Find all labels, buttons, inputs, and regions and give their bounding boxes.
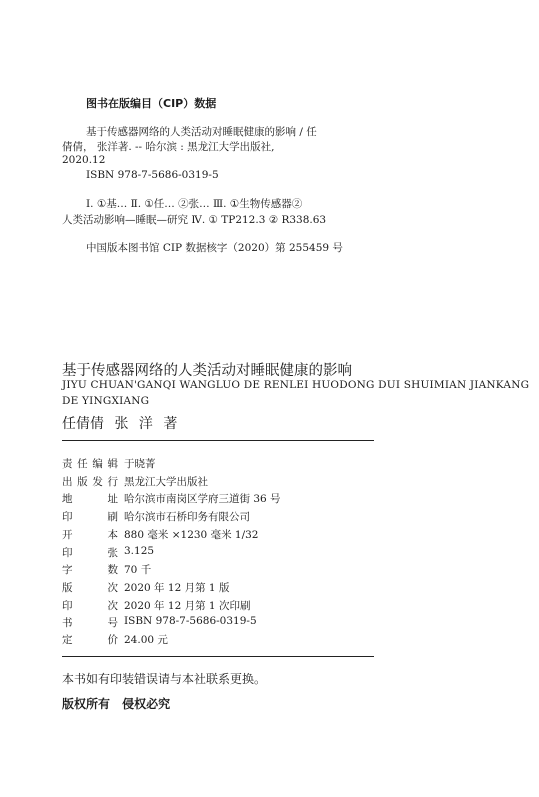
info-value: 黑龙江大学出版社: [124, 476, 208, 488]
cip-subject-line-2: 人类活动影响—睡眠—研究 Ⅳ. ① TP212.3 ② R338.63: [62, 214, 327, 226]
copyright-notice: 版权所有 侵权必究: [62, 697, 171, 711]
info-value: 2020 年 12 月第 1 版: [124, 582, 230, 594]
info-value: 70 千: [124, 564, 152, 576]
book-title-pinyin-2: DE YINGXIANG: [62, 395, 150, 407]
misprint-notice: 本书如有印装错误请与本社联系更换。: [62, 672, 267, 686]
info-label: 书 号: [62, 617, 118, 629]
cip-date-line: 2020.12: [62, 154, 106, 166]
info-value: 24.00 元: [124, 634, 168, 646]
info-label: 出 版 发 行: [62, 476, 118, 488]
cip-isbn-line: ISBN 978-7-5686-0319-5: [86, 169, 219, 181]
info-value: 哈尔滨市石桥印务有限公司: [124, 511, 250, 523]
info-value: 880 毫米 ×1230 毫米 1/32: [124, 529, 259, 541]
info-value: ISBN 978-7-5686-0319-5: [124, 615, 257, 627]
info-label: 责 任 编 辑: [62, 458, 118, 470]
divider-top: [62, 440, 374, 441]
book-title-pinyin: JIYU CHUAN'GANQI WANGLUO DE RENLEI HUODONG DUI SHUIMIAN JIANKANG: [62, 379, 530, 391]
info-label: 印 张: [62, 547, 118, 559]
cip-heading: 图书在版编目（CIP）数据: [86, 97, 217, 110]
info-value: 2020 年 12 月第 1 次印刷: [124, 600, 251, 612]
info-label: 开 本: [62, 529, 118, 541]
info-value: 于晓菁: [124, 458, 156, 470]
book-authors: 任倩倩 张 洋 著: [62, 416, 178, 432]
cip-subject-line: Ⅰ. ①基… Ⅱ. ①任… ②张… Ⅲ. ①生物传感器②: [86, 198, 303, 210]
cip-title-line: 基于传感器网络的人类活动对睡眠健康的影响 / 任: [86, 126, 317, 138]
info-value: 3.125: [124, 545, 155, 557]
info-label: 印 次: [62, 600, 118, 612]
book-title: 基于传感器网络的人类活动对睡眠健康的影响: [62, 363, 352, 379]
info-label: 字 数: [62, 564, 118, 576]
info-label: 印 刷: [62, 511, 118, 523]
cip-record-number: 中国版本图书馆 CIP 数据核字（2020）第 255459 号: [86, 242, 343, 254]
info-label: 版 次: [62, 582, 118, 594]
cip-author-line: 倩倩， 张洋著. -- 哈尔滨 : 黑龙江大学出版社,: [62, 141, 275, 153]
info-label: 定 价: [62, 634, 118, 646]
info-value: 哈尔滨市南岗区学府三道街 36 号: [124, 493, 281, 505]
divider-bottom: [62, 656, 374, 657]
info-label: 地 址: [62, 493, 118, 505]
